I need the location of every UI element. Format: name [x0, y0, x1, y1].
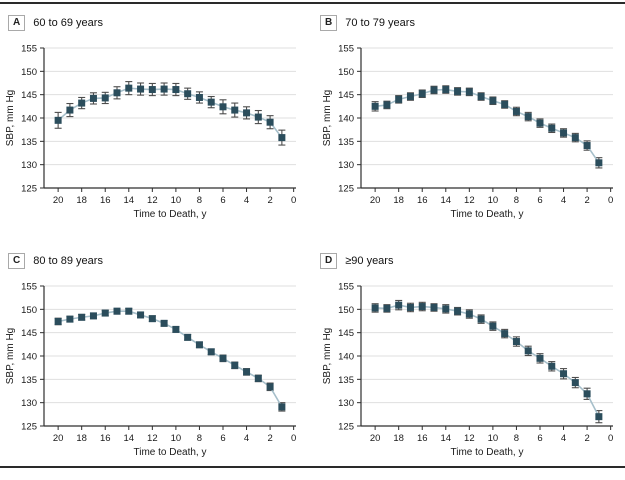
x-tick-label: 0 — [607, 433, 614, 444]
y-tick-label: 130 — [21, 398, 37, 410]
panel-b-title: 70 to 79 years — [345, 17, 415, 29]
y-tick-label: 145 — [338, 90, 354, 102]
x-tick-label: 0 — [290, 195, 297, 206]
x-tick-label: 12 — [464, 433, 475, 444]
panel-d-title: ≥90 years — [345, 255, 394, 267]
panel-a-label-badge: A — [8, 15, 25, 31]
x-tick-label: 2 — [584, 433, 590, 444]
data-point-marker — [172, 326, 179, 333]
panel-b-header — [320, 14, 415, 32]
data-point-marker — [513, 338, 520, 345]
x-tick-label: 18 — [393, 195, 404, 206]
y-tick-label: 130 — [21, 160, 37, 172]
data-point-marker — [149, 315, 156, 322]
data-point-marker — [466, 311, 473, 318]
x-tick-label: 16 — [416, 195, 428, 206]
x-tick-label: 0 — [607, 195, 614, 206]
sbp-plot-60-69 — [0, 36, 308, 232]
sbp-plot-90-plus — [317, 274, 625, 470]
x-tick-label: 6 — [537, 195, 543, 206]
y-tick-label: 125 — [338, 421, 354, 433]
y-tick-label: 130 — [338, 398, 354, 410]
data-point-marker — [560, 370, 567, 377]
y-tick-label: 155 — [21, 281, 37, 293]
x-tick-label: 12 — [147, 195, 158, 206]
data-point-marker — [536, 355, 543, 362]
y-tick-label: 135 — [21, 374, 37, 386]
x-tick-label: 16 — [99, 195, 111, 206]
panel-a — [0, 4, 312, 242]
data-point-marker — [219, 355, 226, 362]
x-tick-label: 18 — [393, 433, 404, 444]
data-point-marker — [407, 93, 414, 100]
x-tick-label: 8 — [513, 433, 520, 444]
y-tick-label: 135 — [21, 136, 37, 148]
data-point-marker — [114, 89, 121, 96]
panel-c-header — [8, 252, 103, 270]
x-tick-label: 16 — [99, 433, 111, 444]
y-tick-label: 135 — [338, 374, 354, 386]
data-point-marker — [383, 101, 390, 108]
panel-a-title: 60 to 69 years — [33, 17, 103, 29]
data-point-marker — [66, 316, 73, 323]
data-point-marker — [442, 305, 449, 312]
data-point-marker — [372, 304, 379, 311]
data-point-marker — [478, 93, 485, 100]
panel-c-label-badge: C — [8, 253, 25, 269]
bottom-rule — [0, 466, 625, 468]
data-point-marker — [78, 100, 85, 107]
data-point-marker — [149, 86, 156, 93]
y-axis-title: SBP, mm Hg — [5, 327, 16, 385]
data-point-marker — [196, 94, 203, 101]
y-tick-label: 145 — [338, 328, 354, 340]
x-tick-label: 2 — [267, 433, 273, 444]
x-tick-label: 20 — [369, 433, 381, 444]
x-tick-label: 14 — [440, 433, 452, 444]
x-tick-label: 0 — [290, 433, 297, 444]
data-point-marker — [536, 120, 543, 127]
y-axis-title: SBP, mm Hg — [322, 327, 333, 385]
x-tick-label: 8 — [196, 195, 203, 206]
x-tick-label: 10 — [170, 195, 182, 206]
y-tick-label: 125 — [21, 183, 37, 195]
y-tick-label: 145 — [21, 328, 37, 340]
x-tick-label: 18 — [76, 433, 87, 444]
data-point-marker — [395, 302, 402, 309]
x-axis-title: Time to Death, y — [133, 447, 207, 458]
data-point-marker — [478, 316, 485, 323]
x-tick-label: 2 — [267, 195, 273, 206]
data-point-marker — [231, 362, 238, 369]
data-point-marker — [548, 363, 555, 370]
panel-b — [312, 4, 625, 242]
data-point-marker — [102, 94, 109, 101]
y-tick-label: 140 — [21, 113, 37, 125]
y-tick-label: 125 — [338, 183, 354, 195]
panel-a-header — [8, 14, 103, 32]
data-point-marker — [137, 86, 144, 93]
panel-d-label-badge: D — [320, 253, 337, 269]
data-point-marker — [419, 303, 426, 310]
y-tick-label: 135 — [338, 136, 354, 148]
data-point-marker — [219, 103, 226, 110]
data-point-marker — [208, 348, 215, 355]
y-tick-label: 130 — [338, 160, 354, 172]
y-tick-label: 145 — [21, 90, 37, 102]
data-point-marker — [172, 86, 179, 93]
data-point-marker — [584, 142, 591, 149]
data-point-marker — [231, 107, 238, 114]
x-tick-label: 4 — [560, 433, 567, 444]
data-point-marker — [137, 311, 144, 318]
data-point-marker — [114, 308, 121, 315]
y-tick-label: 140 — [21, 351, 37, 363]
trend-line — [375, 305, 599, 417]
x-tick-label: 4 — [560, 195, 567, 206]
data-point-marker — [383, 305, 390, 312]
data-point-marker — [184, 90, 191, 97]
y-tick-label: 125 — [21, 421, 37, 433]
panel-c-title: 80 to 89 years — [33, 255, 103, 267]
data-point-marker — [513, 108, 520, 115]
data-point-marker — [196, 341, 203, 348]
data-point-marker — [560, 129, 567, 136]
data-point-marker — [255, 114, 262, 121]
data-point-marker — [548, 125, 555, 132]
data-point-marker — [584, 390, 591, 397]
x-tick-label: 12 — [147, 433, 158, 444]
x-tick-label: 4 — [243, 195, 250, 206]
data-point-marker — [255, 375, 262, 382]
y-tick-label: 150 — [338, 66, 354, 78]
y-tick-label: 150 — [21, 66, 37, 78]
x-tick-label: 10 — [170, 433, 182, 444]
data-point-marker — [278, 403, 285, 410]
data-point-marker — [419, 90, 426, 97]
data-point-marker — [267, 119, 274, 126]
y-axis-title: SBP, mm Hg — [5, 89, 16, 147]
x-axis-title: Time to Death, y — [450, 209, 524, 220]
x-tick-label: 6 — [537, 433, 543, 444]
x-tick-label: 16 — [416, 433, 428, 444]
data-point-marker — [90, 95, 97, 102]
x-tick-label: 14 — [123, 433, 135, 444]
data-point-marker — [55, 318, 62, 325]
data-point-marker — [454, 308, 461, 315]
data-point-marker — [525, 113, 532, 120]
data-point-marker — [431, 87, 438, 94]
data-point-marker — [501, 101, 508, 108]
data-point-marker — [161, 320, 168, 327]
x-tick-label: 20 — [52, 433, 64, 444]
y-tick-label: 140 — [338, 351, 354, 363]
x-tick-label: 4 — [243, 433, 250, 444]
data-point-marker — [184, 334, 191, 341]
panel-b-label-badge: B — [320, 15, 337, 31]
data-point-marker — [125, 308, 132, 315]
x-tick-label: 8 — [513, 195, 520, 206]
data-point-marker — [489, 323, 496, 330]
data-point-marker — [525, 347, 532, 354]
data-point-marker — [466, 88, 473, 95]
data-point-marker — [407, 304, 414, 311]
data-point-marker — [102, 310, 109, 317]
panel-c — [0, 242, 312, 480]
data-point-marker — [267, 383, 274, 390]
data-point-marker — [78, 314, 85, 321]
x-tick-label: 12 — [464, 195, 475, 206]
data-point-marker — [243, 368, 250, 375]
sbp-plot-80-89 — [0, 274, 308, 470]
x-tick-label: 14 — [123, 195, 135, 206]
x-tick-label: 20 — [369, 195, 381, 206]
data-point-marker — [278, 134, 285, 141]
data-point-marker — [572, 134, 579, 141]
data-point-marker — [442, 86, 449, 93]
panel-d — [312, 242, 625, 480]
x-axis-title: Time to Death, y — [450, 447, 524, 458]
data-point-marker — [90, 312, 97, 319]
x-tick-label: 10 — [487, 433, 499, 444]
panel-grid — [0, 4, 625, 480]
data-point-marker — [372, 103, 379, 110]
x-tick-label: 20 — [52, 195, 64, 206]
data-point-marker — [489, 97, 496, 104]
data-point-marker — [454, 88, 461, 95]
sbp-plot-70-79 — [317, 36, 625, 232]
data-point-marker — [595, 413, 602, 420]
trend-line — [58, 311, 282, 407]
data-point-marker — [243, 109, 250, 116]
y-tick-label: 155 — [338, 281, 354, 293]
x-tick-label: 2 — [584, 195, 590, 206]
data-point-marker — [431, 304, 438, 311]
x-tick-label: 6 — [220, 433, 226, 444]
data-point-marker — [125, 85, 132, 92]
y-axis-title: SBP, mm Hg — [322, 89, 333, 147]
x-tick-label: 14 — [440, 195, 452, 206]
data-point-marker — [161, 86, 168, 93]
x-tick-label: 6 — [220, 195, 226, 206]
data-point-marker — [208, 99, 215, 106]
y-tick-label: 150 — [338, 304, 354, 316]
data-point-marker — [395, 96, 402, 103]
data-point-marker — [572, 379, 579, 386]
x-axis-title: Time to Death, y — [133, 209, 207, 220]
x-tick-label: 8 — [196, 433, 203, 444]
y-tick-label: 155 — [21, 43, 37, 55]
data-point-marker — [66, 107, 73, 114]
y-tick-label: 140 — [338, 113, 354, 125]
x-tick-label: 18 — [76, 195, 87, 206]
y-tick-label: 155 — [338, 43, 354, 55]
data-point-marker — [501, 330, 508, 337]
data-point-marker — [55, 117, 62, 124]
x-tick-label: 10 — [487, 195, 499, 206]
panel-d-header — [320, 252, 393, 270]
data-point-marker — [595, 159, 602, 166]
y-tick-label: 150 — [21, 304, 37, 316]
